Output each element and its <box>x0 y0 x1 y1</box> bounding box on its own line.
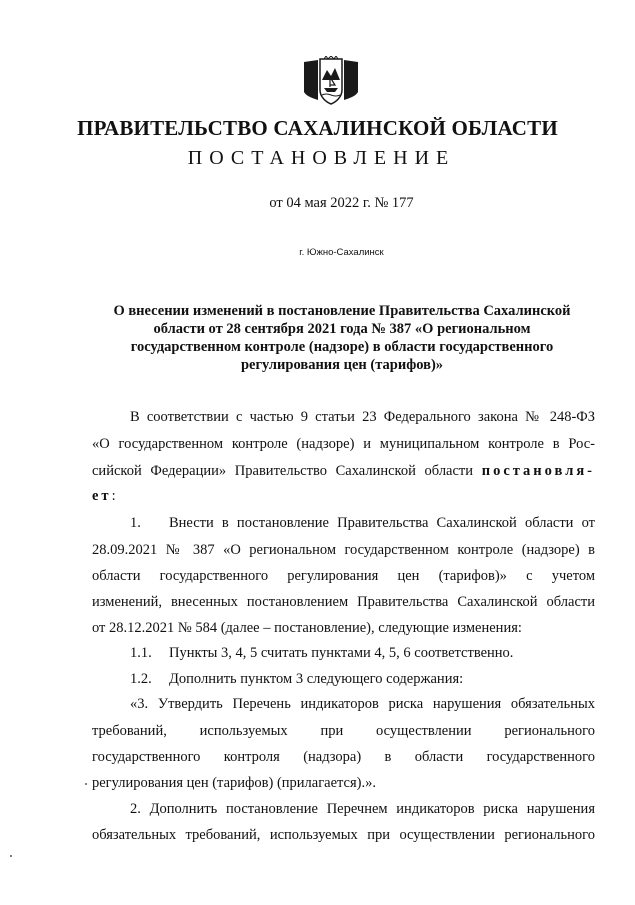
quote-line: государственного контроля (надзора) в области государственного <box>92 749 595 765</box>
preamble-line: «О государственном контроле (надзоре) и муниципальном контроле в Рос- <box>92 436 595 452</box>
document-date-number: от 04 мая 2022 г. № 177 <box>269 195 414 211</box>
item-line: области государственного регулирования цен (тарифов)» с учетом <box>92 568 595 584</box>
document-subject <box>92 302 592 374</box>
preamble-decree-word-end: ет <box>92 488 112 504</box>
item-line: Пункты 3, 4, 5 считать пунктами 4, 5, 6 соответственно. <box>169 645 514 661</box>
item-line: Дополнить пунктом 3 следующего содержания: <box>169 671 464 687</box>
item-line: от 28.12.2021 № 584 (далее – постановление), следующие изменения: <box>92 620 522 636</box>
subject-line: регулирования цен (тарифов)» <box>240 357 444 373</box>
item-line: обязательных требований, используемых при осуществлении регионального <box>92 827 595 843</box>
item-number: 1.2. <box>130 671 152 687</box>
document-type: ПОСТАНОВЛЕНИЕ <box>187 147 456 169</box>
subject-line: государственном контроле (надзоре) в области государственного <box>130 339 554 355</box>
preamble-colon: : <box>111 488 116 504</box>
item-number: 1.1. <box>130 645 152 661</box>
preamble-text: сийской Федерации» Правительство Сахалинской области <box>92 463 474 479</box>
subject-line: О внесении изменений в постановление Правительства Сахалинской <box>113 303 571 319</box>
item-line: Внести в постановление Правительства Сахалинской области от <box>169 515 595 531</box>
preamble-line <box>92 487 116 505</box>
preamble-decree-word: постановля- <box>481 463 595 479</box>
document-place: г. Южно-Сахалинск <box>299 247 384 258</box>
item-number: 1. <box>130 515 141 531</box>
coat-of-arms-icon <box>300 56 362 106</box>
scan-speck <box>85 783 87 785</box>
subject-line: области от 28 сентября 2021 года № 387 «О региональном <box>153 321 531 337</box>
quote-line: требований, используемых при осуществлении регионального <box>92 723 595 739</box>
coat-of-arms-emblem <box>300 56 362 106</box>
item-line: 28.09.2021 № 387 «О региональном государственном контроле (надзоре) в <box>92 542 595 558</box>
scan-speck <box>10 855 12 857</box>
preamble-line: В соответствии с частью 9 статьи 23 Федерального закона № 248-ФЗ <box>130 409 595 425</box>
preamble-line <box>92 462 595 480</box>
item-line: изменений, внесенных постановлением Правительства Сахалинской области <box>92 594 595 610</box>
government-title: ПРАВИТЕЛЬСТВО САХАЛИНСКОЙ ОБЛАСТИ <box>77 116 558 140</box>
quote-line: «3. Утвердить Перечень индикаторов риска нарушения обязательных <box>130 696 595 712</box>
item-line: 2. Дополнить постановление Перечнем индикаторов риска нарушения <box>130 801 595 817</box>
quote-line: регулирования цен (тарифов) (прилагается).». <box>92 775 376 791</box>
